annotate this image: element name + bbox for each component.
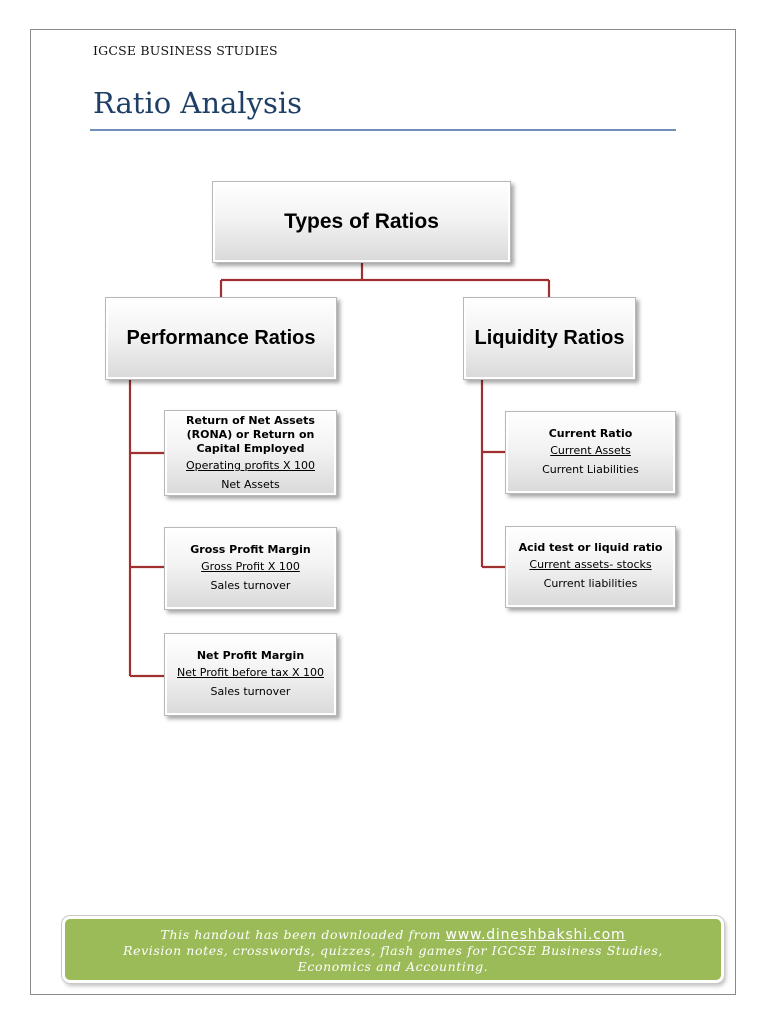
ratio-numerator: Current Assets	[550, 443, 631, 457]
root-box	[212, 181, 511, 263]
root-label: Types of Ratios	[284, 210, 439, 233]
footer-banner	[62, 916, 724, 983]
footer-link[interactable]: www.dineshbakshi.com	[445, 927, 626, 943]
performance-ratios-box	[105, 297, 337, 380]
ratio-box-rona	[164, 410, 337, 496]
footer-line-3: Economics and Accounting.	[297, 959, 489, 974]
ratio-box-acid-test	[505, 526, 676, 608]
liquidity-ratios-box	[463, 297, 636, 380]
ratio-numerator: Gross Profit X 100	[201, 559, 300, 573]
ratio-denominator: Current liabilities	[543, 577, 638, 590]
performance-ratios-label: Performance Ratios	[126, 327, 316, 349]
footer-line-1	[65, 927, 721, 943]
footer-prefix: This handout has been downloaded from	[160, 927, 446, 942]
header-label: IGCSE BUSINESS STUDIES	[93, 43, 278, 58]
ratio-numerator: Net Profit before tax X 100	[177, 665, 324, 679]
ratio-title: Current Ratio	[548, 426, 633, 440]
ratio-box-current-ratio	[505, 411, 676, 494]
ratio-title: Acid test or liquid ratio	[518, 541, 663, 554]
ratio-numerator: Current assets- stocks	[529, 558, 652, 571]
liquidity-ratios-label: Liquidity Ratios	[474, 327, 625, 349]
ratio-denominator: Sales turnover	[210, 578, 291, 592]
ratio-box-gross-profit-margin	[164, 527, 337, 610]
ratio-title: Gross Profit Margin	[190, 542, 311, 556]
ratio-title: Return of Net Assets (RONA) or Return on Capital Employed	[186, 414, 315, 455]
page-title: Ratio Analysis	[93, 86, 303, 120]
ratio-denominator: Current Liabilities	[542, 462, 639, 476]
footer-line-2: Revision notes, crosswords, quizzes, flash games for IGCSE Business Studies,	[123, 943, 663, 958]
ratio-title: Net Profit Margin	[196, 648, 305, 662]
ratio-box-net-profit-margin	[164, 633, 337, 716]
ratio-denominator: Net Assets	[221, 478, 280, 491]
ratio-numerator: Operating profits X 100	[186, 459, 315, 472]
ratio-denominator: Sales turnover	[210, 684, 291, 698]
